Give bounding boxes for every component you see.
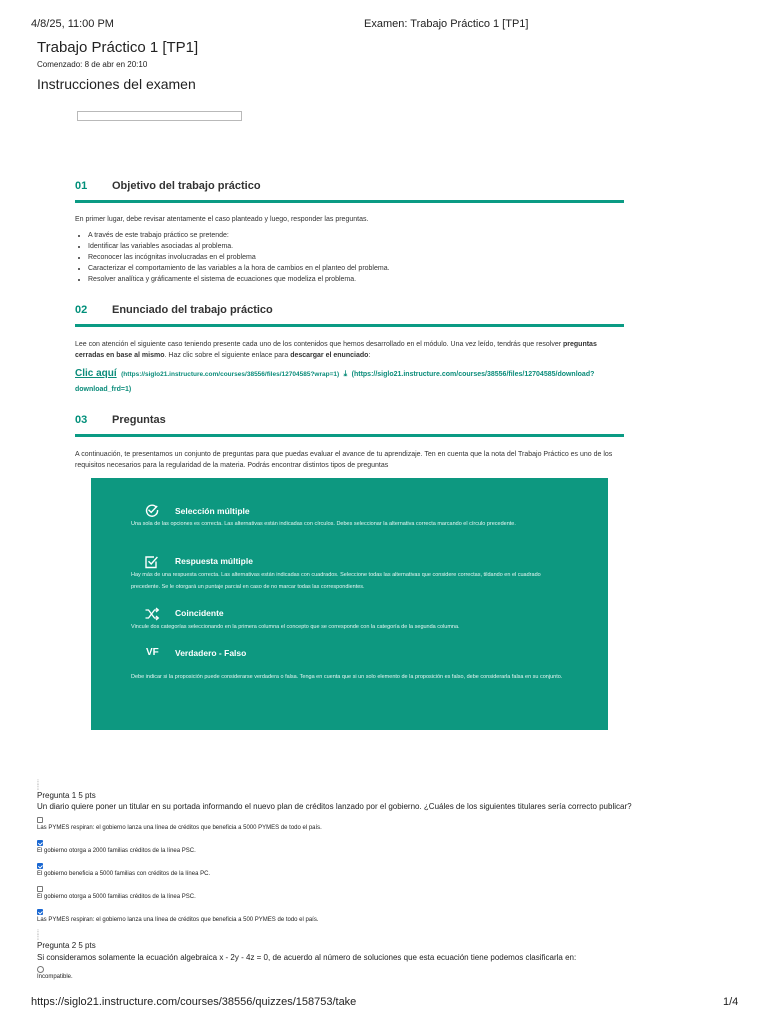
statement-text: . Haz clic sobre el siguiente enlace para xyxy=(164,352,291,359)
list-item: • Caracterizar el comportamiento de las variables a la hora de cambios en el planteo del problema. xyxy=(88,263,390,274)
print-doc-title: Examen: Trabajo Práctico 1 [TP1] xyxy=(364,18,529,30)
type-title-matching: Coincidente xyxy=(175,608,224,618)
statement-text: Lee con atención el siguiente caso teniendo presente cada uno de los contenidos que hemos desarrollado en el módulo. Una vez leído, tendrás que resolver xyxy=(75,341,563,348)
list-item: • Identificar las variables asociadas al problema. xyxy=(88,241,390,252)
drag-handle-icon: ⁞ ⁞ xyxy=(37,780,38,792)
vf-icon: VF xyxy=(146,647,159,658)
type-title-multiple-answer: Respuesta múltiple xyxy=(175,556,253,566)
statement-paragraph xyxy=(75,339,625,361)
option-radio[interactable] xyxy=(37,966,44,973)
section-title-objective: Objetivo del trabajo práctico xyxy=(112,180,261,192)
print-url: https://siglo21.instructure.com/courses/38556/quizzes/158753/take xyxy=(31,996,357,1008)
statement-text: : xyxy=(368,352,371,359)
objective-list xyxy=(75,230,390,285)
download-link-url[interactable]: (https://siglo21.instructure.com/courses/38556/files/12704585/download?download_frd=1) xyxy=(75,371,595,393)
option-label: El gobierno beneficia a 5000 familias con créditos de la línea PC. xyxy=(37,871,211,877)
question-1-header: Pregunta 1 5 pts xyxy=(37,791,96,800)
statement-bold: descargar el enunciado xyxy=(290,352,369,359)
statement-bold: preguntas cerradas en base al mismo xyxy=(75,341,597,359)
option-checkbox[interactable] xyxy=(37,840,43,846)
type-desc-matching: Vincule dos categorías seleccionando en la primera columna el concepto que se corresponde con la categoría de la segunda columna. xyxy=(131,624,460,630)
clic-aqui-link[interactable]: Clic aquí xyxy=(75,368,117,379)
section-divider xyxy=(75,434,624,437)
type-title-true-false: Verdadero - Falso xyxy=(175,648,247,658)
list-item: • Reconocer las incógnitas involucradas en el problema xyxy=(88,252,390,263)
page-title: Trabajo Práctico 1 [TP1] xyxy=(37,39,199,56)
question-types-panel xyxy=(91,478,608,730)
section-number-03: 03 xyxy=(75,414,88,426)
download-icon[interactable]: ⤓ xyxy=(343,369,348,378)
print-page-number: 1/4 xyxy=(723,996,739,1008)
questions-intro: A continuación, te presentamos un conjunto de preguntas para que puedas evaluar el avance de tu aprendizaje. Ten en cuenta que la nota del Trabajo Práctico es uno de los requisitos necesarios para la regularidad de la materia. Podrás encontrar distintos tipos de preguntas xyxy=(75,451,613,469)
option-label: El gobierno otorga a 5000 familias créditos de la línea PSC. xyxy=(37,894,196,900)
section-title-statement: Enunciado del trabajo práctico xyxy=(112,304,273,316)
shuffle-icon xyxy=(144,607,160,621)
list-item: • A través de este trabajo práctico se pretende: xyxy=(88,230,390,241)
option-checkbox[interactable] xyxy=(37,909,43,915)
option-label: Las PYMES respiran: el gobierno lanza una línea de créditos que beneficia a 5000 PYMES de todo el país. xyxy=(37,825,322,831)
question-1-text: Un diario quiere poner un titular en su portada informando el nuevo plan de créditos lanzado por el gobierno. ¿Cuáles de los siguientes titulares sería correcto publicar? xyxy=(37,802,632,811)
option-label: Incompatible. xyxy=(37,974,73,980)
print-datetime: 4/8/25, 11:00 PM xyxy=(31,18,114,30)
option-checkbox[interactable] xyxy=(37,886,43,892)
question-2-text: Si consideramos solamente la ecuación algebraica x - 2y - 4z = 0, de acuerdo al número de soluciones que esta ecuación tiene podemos clasificarla en: xyxy=(37,953,577,962)
section-title-questions: Preguntas xyxy=(112,414,166,426)
type-title-multiple-choice: Selección múltiple xyxy=(175,506,250,516)
check-circle-icon xyxy=(144,503,160,517)
section-number-02: 02 xyxy=(75,304,88,316)
type-desc-true-false: Debe indicar si la proposición puede considerarse verdadera o falsa. Tenga en cuenta que si un solo elemento de la proposición es falso, debe considerarla falsa en su conjunto. xyxy=(131,674,563,680)
option-label: Las PYMES respiran: el gobierno lanza una línea de créditos que beneficia a 500 PYMES de todo el país. xyxy=(37,917,319,923)
objective-intro: En primer lugar, debe revisar atentamente el caso planteado y luego, responder las preguntas. xyxy=(75,216,369,223)
drag-handle-icon: ⁞ ⁞ xyxy=(37,930,38,942)
list-item: • Resolver analítica y gráficamente el sistema de ecuaciones que modeliza el problema. xyxy=(88,274,390,285)
type-desc-multiple-answer: Hay más de una respuesta correcta. Las alternativas están indicadas con cuadrados. Seleccione todas las alternativas que considere correctas, tildando en el cuadrado precedente. Se le otorgará un puntaje parcial en caso de no marcar todas las correspondientes. xyxy=(131,572,541,590)
started-at: Comenzado: 8 de abr en 20:10 xyxy=(37,60,148,69)
type-desc-multiple-choice: Una sola de las opciones es correcta. Las alternativas están indicadas con círculos. Debes seleccionar la alternativa correcta marcando el círculo precedente. xyxy=(131,521,516,527)
broken-image-placeholder xyxy=(77,111,242,121)
question-2-header: Pregunta 2 5 pts xyxy=(37,941,96,950)
instructions-heading: Instrucciones del examen xyxy=(37,76,196,92)
option-checkbox[interactable] xyxy=(37,817,43,823)
option-label: El gobierno otorga a 2000 familias créditos de la línea PSC. xyxy=(37,848,196,854)
section-divider xyxy=(75,324,624,327)
check-square-icon xyxy=(144,555,160,569)
file-link-url[interactable]: (https://siglo21.instructure.com/courses/38556/files/12704585?wrap=1) xyxy=(121,371,340,378)
section-number-01: 01 xyxy=(75,180,88,192)
section-divider xyxy=(75,200,624,203)
option-checkbox[interactable] xyxy=(37,863,43,869)
download-links xyxy=(75,366,625,396)
